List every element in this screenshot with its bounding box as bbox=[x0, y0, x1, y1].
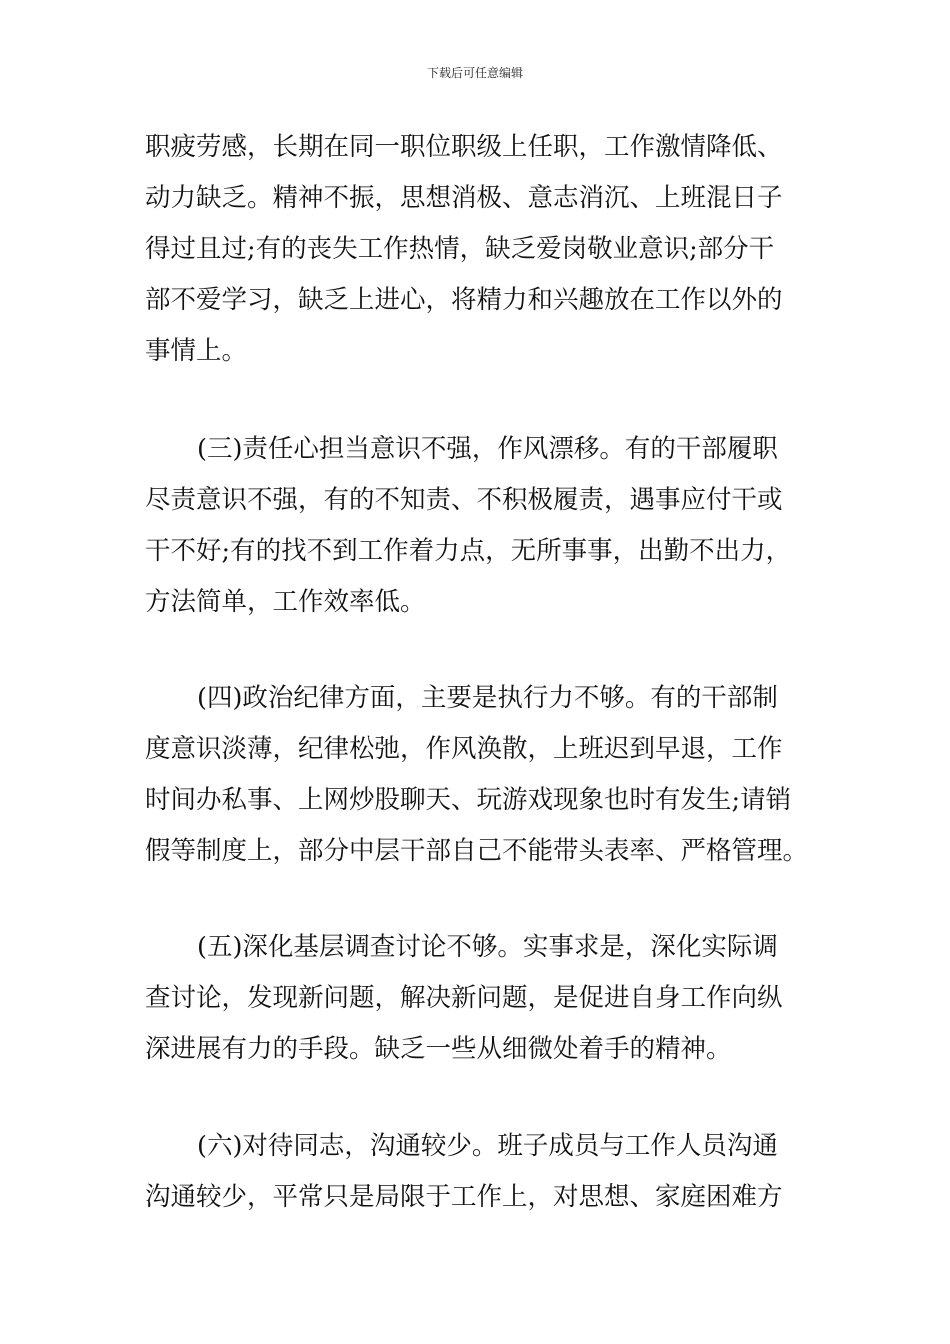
text-line: 部不爱学习，缺乏上进心，将精力和兴趣放在工作以外的 bbox=[145, 285, 783, 315]
page-header: 下载后可任意编辑 bbox=[426, 66, 523, 80]
text-line: 查讨论，发现新问题，解决新问题，是促进自身工作向纵 bbox=[145, 983, 783, 1013]
text-line: 沟通较少，平常只是局限于工作上，对思想、家庭困难方 bbox=[145, 1182, 783, 1212]
text-line: (六)对待同志，沟通较少。班子成员与工作人员沟通 bbox=[197, 1131, 778, 1161]
text-line: (五)深化基层调查讨论不够。实事求是，深化实际调 bbox=[197, 932, 778, 962]
text-line: 职疲劳感，长期在同一职位职级上任职，工作激情降低、 bbox=[145, 132, 783, 162]
text-line: 方法简单，工作效率低。 bbox=[145, 587, 426, 617]
text-line: (三)责任心担当意识不强，作风漂移。有的干部履职 bbox=[197, 434, 778, 464]
text-line: 深进展有力的手段。缺乏一些从细微处着手的精神。 bbox=[145, 1034, 732, 1064]
text-line: 干不好;有的找不到工作着力点，无所事事，出勤不出力， bbox=[145, 536, 792, 566]
text-line: 尽责意识不强，有的不知责、不积极履责，遇事应付干或 bbox=[145, 485, 783, 515]
text-line: 得过且过;有的丧失工作热情，缺乏爱岗敬业意识;部分干 bbox=[145, 234, 775, 264]
text-line: 假等制度上，部分中层干部自己不能带头表率、严格管理。 bbox=[145, 836, 809, 866]
text-line: (四)政治纪律方面，主要是执行力不够。有的干部制 bbox=[197, 683, 778, 713]
text-line: 度意识淡薄，纪律松弛，作风涣散，上班迟到早退，工作 bbox=[145, 734, 783, 764]
text-line: 动力缺乏。精神不振，思想消极、意志消沉、上班混日子 bbox=[145, 183, 783, 213]
text-line: 事情上。 bbox=[145, 336, 248, 366]
text-line: 时间办私事、上网炒股聊天、玩游戏现象也时有发生;请销 bbox=[145, 785, 792, 815]
